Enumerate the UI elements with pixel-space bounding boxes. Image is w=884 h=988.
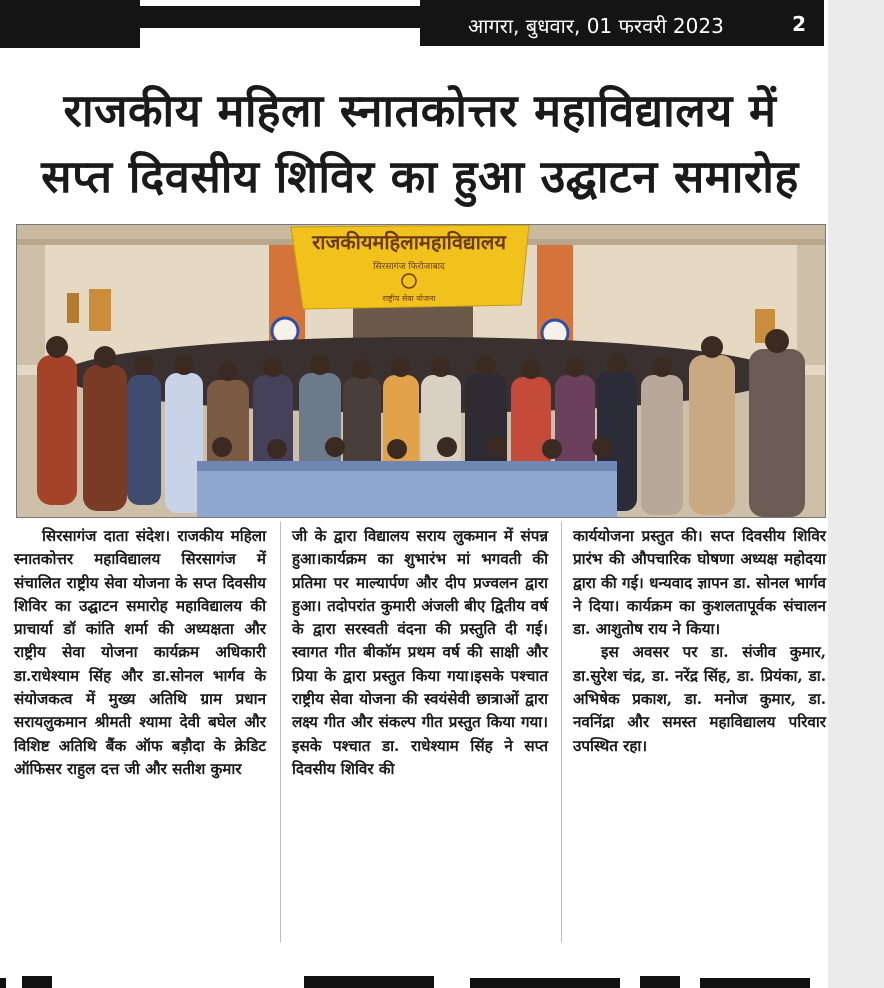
banner-title: राजकीयमहिलामहाविद्यालय xyxy=(312,230,506,254)
next-headline-cut xyxy=(0,966,828,988)
group-photo xyxy=(16,224,826,518)
headline-line-2: सप्त दिवसीय शिविर का हुआ उद्घाटन समारोह xyxy=(41,150,799,203)
page-margin xyxy=(828,0,884,988)
article-column-2 xyxy=(292,525,548,781)
headline-line-1: राजकीय महिला स्नातकोत्तर महाविद्यालय में xyxy=(63,84,777,137)
article-text: कार्ययोजना प्रस्तुत की। सप्त दिवसीय शिविर प्रारंभ की औपचारिक घोषणा अध्यक्ष महोदया द्वारा की गई। धन्यवाद ज्ञापन डा. सोनल भार्गव ने दिया। कार्यक्रम का कुशलतापूर्वक संचालन डा. आशुतोष राय ने किया। xyxy=(573,527,826,639)
article-column-1 xyxy=(14,525,266,781)
article-text: जी के द्वारा विद्यालय सराय लुकमान में संपन्न हुआ।कार्यक्रम का शुभारंभ मां भगवती की प्रतिमा पर माल्यार्पण और दीप प्रज्वलन द्वारा हुआ। तदोपरांत कुमारी अंजली बीए द्वितीय वर्ष के द्वारा सरस्वती वंदना की प्रस्तुति दी गई। स्वागत गीत बीकॉम प्रथम वर्ष की साक्षी और प्रिया के द्वारा प्रस्तुत किया गया।इसके पश्चात राष्ट्रीय सेवा योजना की स्वयंसेवी छात्राओं द्वारा लक्ष्य गीत और संकल्प गीत प्रस्तुत किया गया। इसके पश्चात डा. राधेश्याम सिंह ने सप्त दिवसीय शिविर की xyxy=(292,527,548,778)
masthead-black-block xyxy=(0,0,140,48)
article-text: सिरसागंज दाता संदेश। राजकीय महिला स्नातकोत्तर महाविद्यालय सिरसागंज में संचालित राष्ट्रीय सेवा योजना के सप्त दिवसीय शिविर का उद्घाटन समारोह महाविद्यालय की प्राचार्या डॉ कांति शर्मा की अध्यक्षता और राष्ट्रीय सेवा योजना कार्यक्रम अधिकारी डा.राधेश्याम सिंह और डा.सोनल भार्गव के संयोजकत्व में मुख्य अतिथि ग्राम प्रधान सरायलुकमान श्रीमती श्यामा देवी बघेल और विशिष्ट अतिथि बैंक ऑफ बड़ौदा के क्रेडिट ऑफिसर राहुल दत्त जी और सतीश कुमार xyxy=(14,527,266,778)
column-divider xyxy=(561,522,562,942)
banner-footer: राष्ट्रीय सेवा योजना xyxy=(382,294,436,303)
banner-subtitle: सिरसागंज फिरोजाबाद xyxy=(373,262,445,272)
masthead-dateline-bar xyxy=(420,0,824,46)
dateline: आगरा, बुधवार, 01 फरवरी 2023 xyxy=(468,14,724,38)
headline xyxy=(14,78,826,210)
article-column-3 xyxy=(573,525,826,758)
article-text: इस अवसर पर डा. संजीव कुमार, डा.सुरेश चंद्र, डा. नरेंद्र सिंह, डा. प्रियंका, डा. अभिषेक प्रकाश, डा. मनोज कुमार, डा. नवनिंद्रा और समस्त महाविद्यालय परिवार उपस्थित रहा। xyxy=(573,643,826,755)
masthead-strip xyxy=(140,0,420,28)
column-divider xyxy=(280,522,281,942)
page-number: 2 xyxy=(792,12,806,36)
